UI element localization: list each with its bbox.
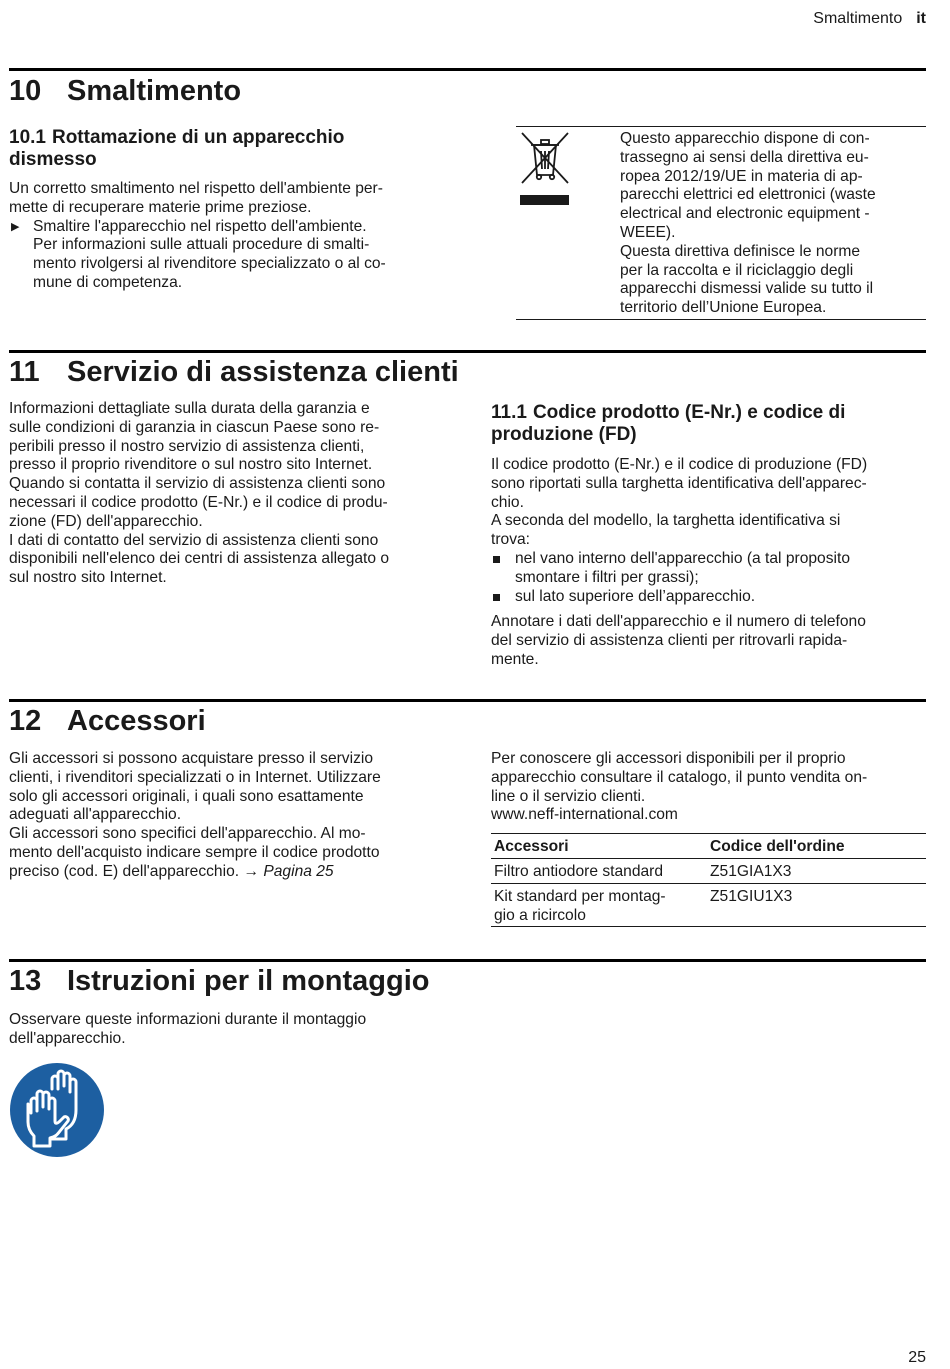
section-11-heading: 11 Servizio di assistenza clienti (9, 356, 459, 388)
table-cell: Z51GIU1X3 (707, 883, 926, 927)
subsection-11-1-heading: 11.1 Codice prodotto (E-Nr.) e codice di produzione (FD) (491, 402, 846, 445)
table-cell: Kit standard per montag- gio a ricircolo (491, 883, 707, 927)
table-row (491, 883, 926, 927)
crossed-bin-icon (520, 131, 570, 206)
protective-gloves-icon (9, 1062, 105, 1158)
note-text: Annotare i dati dell'apparecchio e il numero di telefono del servizio di assistenza clienti per ritrovarli rapida- mente. (491, 613, 866, 668)
column-header: Codice dell'ordine (707, 834, 926, 859)
section-13-heading: 13 Istruzioni per il montaggio (9, 965, 430, 997)
weee-notice (516, 126, 926, 320)
table-header-row (491, 834, 926, 859)
section-10-left-column (9, 127, 459, 293)
service-body: Informazioni dettagliate sulla durata della garanzia e sulle condizioni di garanzia in ciascun Paese sono re- peribili presso il nostro servizio di assistenza clienti, presso il proprio rivenditore o sul nostro sito Internet. Quando si contatta il servizio di assistenza clienti sono necessari il codice prodotto (E-Nr.) e il codice di produ- zione (FD) dell'apparecchio. I dati di contatto del servizio di assistenza clienti sono disponibili nell'elenco dei centri di assistenza allegato o sul nostro sito Internet. (9, 400, 390, 587)
square-bullet-icon (493, 556, 500, 563)
column-header: Accessori (491, 834, 707, 859)
arrow-bullet-icon: ▶ (11, 220, 20, 233)
list-item: nel vano interno dell'apparecchio (a tal proposito smontare i filtri per grassi); (491, 550, 931, 588)
table-cell: Filtro antiodore standard (491, 858, 707, 883)
page-reference-link[interactable]: → Pagina 25 (243, 862, 334, 880)
accessories-left-text: Gli accessori si possono acquistare presso il servizio clienti, i rivenditori specializzati o in Internet. Utilizzare solo gli accessori originali, i quali sono esattamente adeguati all'apparecchio. Gli accessori sono specifici dell'apparecchio. Al mo- mento dell'acquisto indicare sempre il codice prodotto preciso (cod. E) dell'apparecchio. → Pagina 25 (9, 750, 381, 880)
accessories-table (491, 833, 926, 927)
section-rule (9, 68, 926, 71)
header-language: it (916, 10, 926, 27)
accessories-right-column (491, 750, 931, 927)
section-11-right-column (491, 402, 931, 670)
product-code-text: Il codice prodotto (E-Nr.) e il codice di produzione (FD) sono riportati sulla targhetta identificativa dell'apparec- chio. A seconda del modello, la targhetta identificativa si trova: (491, 456, 868, 549)
weee-text: Questo apparecchio dispone di con- trassegno ai sensi della direttiva eu- ropea 2012/19/UE in materia di ap- parecchi elettrici ed elettronici (waste electrical and electronic equipment - WEEE). Questa direttiva definisce le norme per la raccolta e il riciclaggio degli apparecchi dismessi valide su tutto il territorio dell’Unione Europea. (620, 130, 876, 317)
section-rule (9, 959, 926, 962)
website-link[interactable]: www.neff-international.com (491, 806, 678, 824)
running-header (813, 10, 926, 28)
disposal-step: ▶ Smaltire l'apparecchio nel rispetto dell'ambiente. Per informazioni sulle attuali procedure di smalti- mento rivolgersi al rivenditore specializzato o al co- mune di competenza. (11, 217, 386, 291)
square-bullet-icon (493, 594, 500, 601)
arrow-right-icon: → (243, 862, 260, 880)
section-rule (9, 350, 926, 353)
section-12-heading: 12 Accessori (9, 705, 206, 737)
disposal-intro: Un corretto smaltimento nel rispetto dell'ambiente per- mette di recuperare materie prime preziose. (9, 180, 383, 216)
accessories-right-text: Per conoscere gli accessori disponibili per il proprio apparecchio consultare il catalogo, il punto vendita on- line o il servizio clienti. www.neff-international.com (491, 750, 931, 825)
installation-body: Osservare queste informazioni durante il montaggio dell'apparecchio. (9, 1011, 367, 1047)
section-10-heading: 10 Smaltimento (9, 75, 242, 107)
section-rule (9, 699, 926, 702)
header-section: Smaltimento (813, 10, 903, 27)
table-row (491, 858, 926, 883)
page-number: 25 (908, 1349, 926, 1366)
list-item: sul lato superiore dell’apparecchio. (491, 588, 931, 607)
subsection-10-1-heading: 10.1 Rottamazione di un apparecchio dismesso (9, 127, 345, 170)
table-cell: Z51GIA1X3 (707, 858, 926, 883)
